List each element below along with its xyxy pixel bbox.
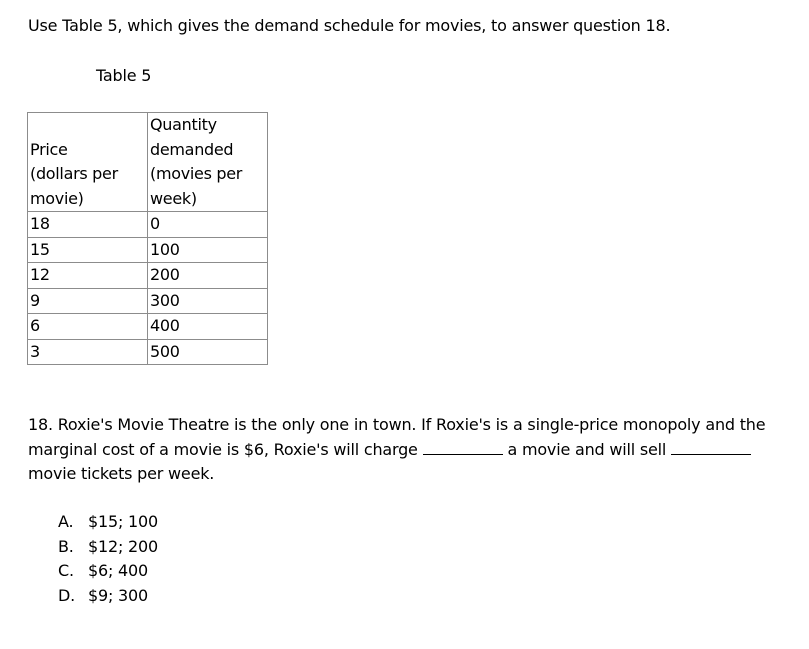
price-cell: 9 [28,288,148,314]
question-text-part3: movie tickets per week. [28,464,215,483]
answer-blank-price [423,440,503,455]
price-header [28,113,148,212]
choice-text: $6; 400 [88,561,148,580]
quantity-header-line: week) [150,188,197,208]
table-row [28,237,268,263]
table-row [28,339,268,365]
price-cell: 15 [28,237,148,263]
demand-schedule-table [27,112,268,365]
choice-text: $12; 200 [88,536,158,556]
quantity-cell: 200 [148,263,268,289]
price-header-line: (dollars per [30,164,118,183]
quantity-header-line: (movies per [150,164,243,183]
choice-letter: A. [58,512,74,531]
table-row [28,314,268,340]
quantity-header-line: demanded [150,139,234,159]
price-cell: 3 [28,339,148,365]
choice-letter: C. [58,561,74,580]
choice-a[interactable] [58,510,158,535]
quantity-cell: 100 [148,237,268,263]
answer-choices [58,510,158,608]
quantity-cell: 0 [148,212,268,238]
quantity-cell: 500 [148,339,268,365]
choice-text: $9; 300 [88,585,148,605]
table-row [28,212,268,238]
table-row [28,288,268,314]
quantity-header-line: Quantity [150,115,217,134]
price-cell: 6 [28,314,148,340]
answer-blank-quantity [671,440,751,455]
question-18 [28,413,788,487]
price-cell: 12 [28,263,148,289]
price-header-line: movie) [30,188,84,208]
choice-letter: D. [58,585,76,605]
choice-c[interactable] [58,559,158,584]
price-header-line: Price [30,139,68,159]
choice-d[interactable] [58,584,158,609]
choice-letter: B. [58,536,74,556]
quantity-cell: 400 [148,314,268,340]
quantity-cell: 300 [148,288,268,314]
table-caption: Table 5 [96,66,152,85]
quantity-header [148,113,268,212]
table-header-row [28,113,268,212]
question-text-part1: 18. Roxie's Movie Theatre is the only one in town. If Roxie's is a single-price monopoly and the marginal cost of a movie is $6, Roxie's will charge [28,415,766,459]
price-cell: 18 [28,212,148,238]
choice-b[interactable] [58,535,158,560]
question-text-part2: a movie and will sell [507,439,667,459]
choice-text: $15; 100 [88,512,158,531]
table-row [28,263,268,289]
intro-text: Use Table 5, which gives the demand schedule for movies, to answer question 18. [28,16,671,35]
